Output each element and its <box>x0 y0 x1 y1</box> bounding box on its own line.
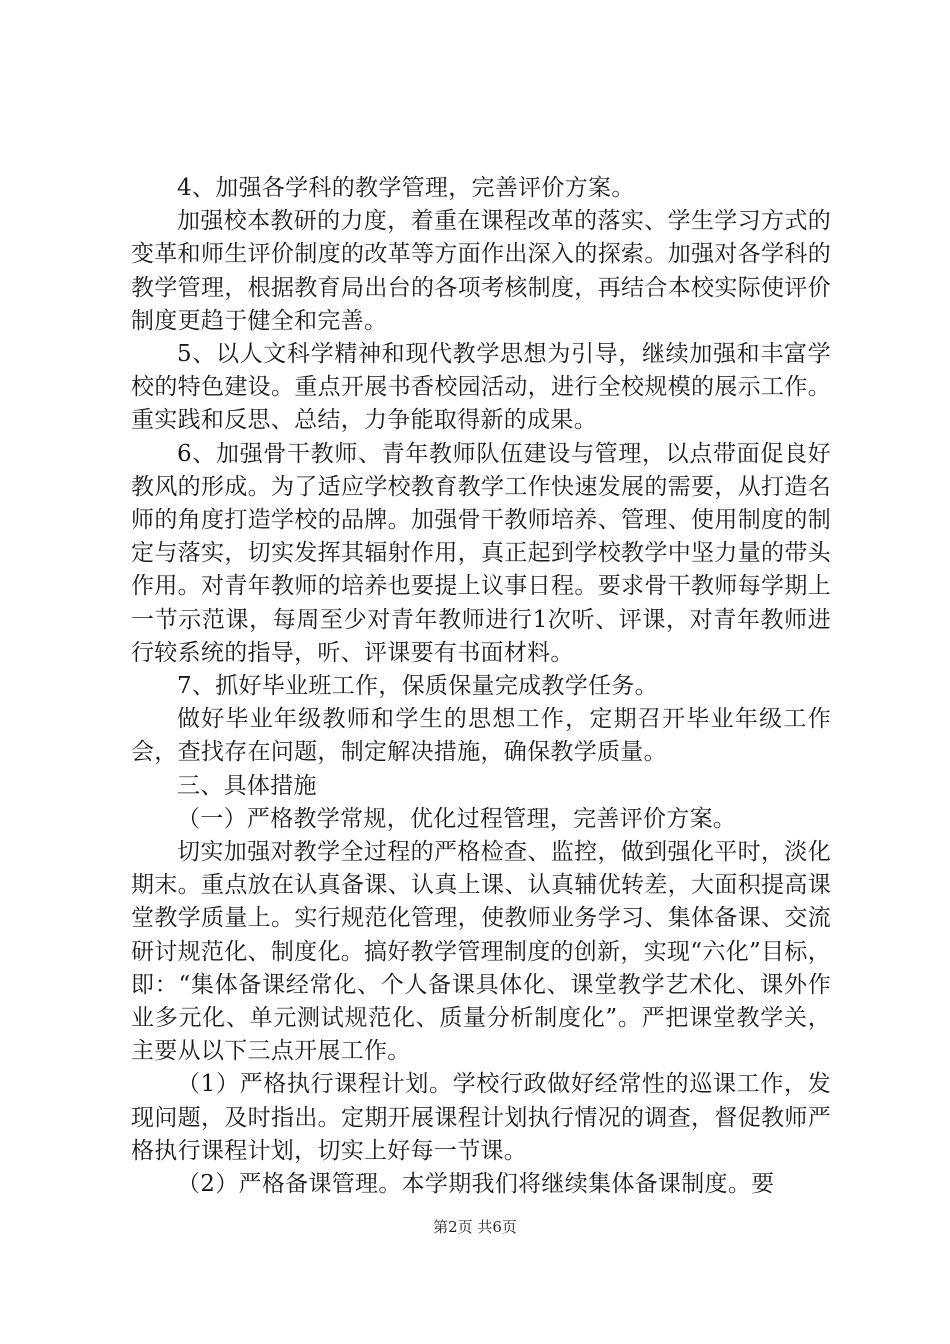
document-body <box>131 172 831 1201</box>
page-number-footer: 第2页 共6页 <box>433 1218 517 1236</box>
paragraph-6: 做好毕业年级教师和学生的思想工作，定期召开毕业年级工作会，查找存在问题，制定解决措施，确保教学质量。 <box>131 706 831 766</box>
paragraph-4: 6、加强骨干教师、青年教师队伍建设与管理，以点带面促良好教风的形成。为了适应学校教育教学工作快速发展的需要，从打造名师的角度打造学校的品牌。加强骨干教师培养、管理、使用制度的制定与落实，切实发挥其辐射作用，真正起到学校教学中坚力量的带头作用。对青年教师的培养也要提上议事日程。要求骨干教师每学期上一节示范课，每周至少对青年教师进行1次听、评课，对青年教师进行较系统的指导，听、评课要有书面材料。 <box>131 440 831 666</box>
subsection-heading: （一）严格教学常规，优化过程管理，完善评价方案。 <box>177 805 737 832</box>
paragraph-10: （1）严格执行课程计划。学校行政做好经常性的巡课工作，发现问题，及时指出。定期开展课程计划执行情况的调查，督促教师严格执行课程计划，切实上好每一节课。 <box>131 1071 831 1164</box>
paragraph-11: （2）严格备课管理。本学期我们将继续集体备课制度。要 <box>177 1171 775 1198</box>
paragraph-1: 4、加强各学科的教学管理，完善评价方案。 <box>177 175 635 201</box>
section-heading: 三、具体措施 <box>177 772 317 799</box>
paragraph-2: 加强校本教研的力度，着重在课程改革的落实、学生学习方式的变革和师生评价制度的改革等方面作出深入的探索。加强对各学科的教学管理，根据教育局出台的各项考核制度，再结合本校实际使评价制度更趋于健全和完善。 <box>131 208 831 334</box>
paragraph-9: 切实加强对教学全过程的严格检查、监控，做到强化平时，淡化期末。重点放在认真备课、认真上课、认真辅优转差，大面积提高课堂教学质量上。实行规范化管理，使教师业务学习、集体备课、交流研讨规范化、制度化。搞好教学管理制度的创新，实现“六化”目标，即：“集体备课经常化、个人备课具体化、课堂教学艺术化、课外作业多元化、单元测试规范化、质量分析制度化”。严把课堂教学关，主要从以下三点开展工作。 <box>131 839 831 1065</box>
paragraph-5: 7、抓好毕业班工作，保质保量完成教学任务。 <box>177 673 658 700</box>
paragraph-3: 5、以人文科学精神和现代教学思想为引导，继续加强和丰富学校的特色建设。重点开展书香校园活动，进行全校规模的展示工作。重实践和反思、总结，力争能取得新的成果。 <box>131 341 831 434</box>
